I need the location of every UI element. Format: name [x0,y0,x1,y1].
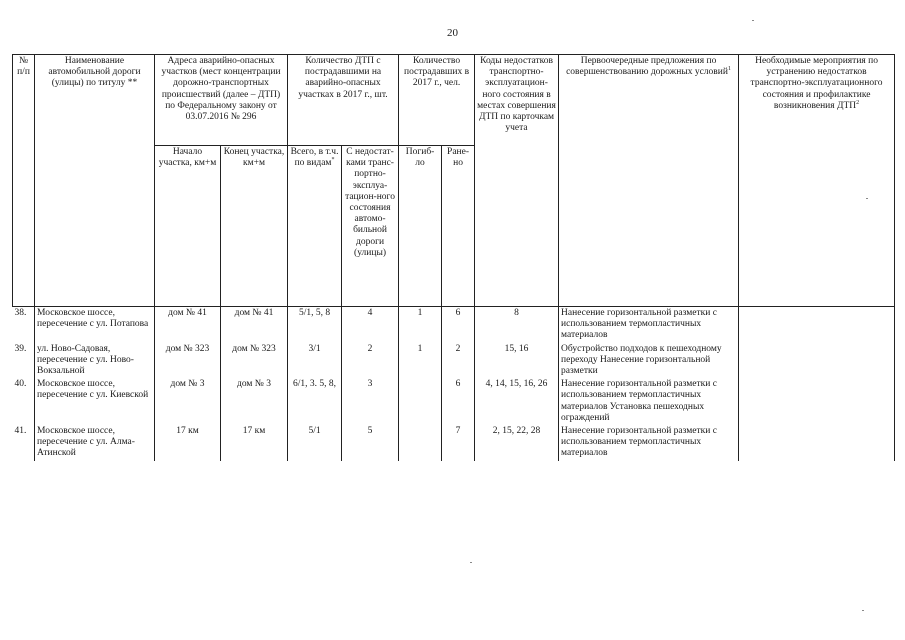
row-measures [739,378,895,425]
row-road: Московское шоссе, пересечение с ул. Потапова [35,307,155,343]
row-killed [399,378,442,425]
header-accidents: Количество ДТП с пострадавшими на аварийно-опасных участках в 2017 г., шт. [288,55,399,146]
row-num: 41. [14,426,27,437]
row-end: дом № 323 [221,343,288,379]
scan-speck [470,562,472,563]
header-addresses: Адреса аварийно-опасных участков (мест концентрации дорожно-транспортных происшествий (далее – ДТП) по Федеральному закону от 03.07.2016 № 296 [155,55,288,146]
header-killed: Погиб-ло [399,146,442,307]
header-road: Наименование автомобильной дороги (улицы) по титулу ** [35,55,155,307]
row-num: 39. [14,343,27,354]
header-victims: Количество пострадавших в 2017 г., чел. [399,55,475,146]
row-end: дом № 41 [221,307,288,343]
header-proposals: Первоочередные предложения по совершенствованию дорожных условий$^1$ [559,55,739,307]
row-end: дом № 3 [221,378,288,425]
row-proposals: Нанесение горизонтальной разметки с использованием термопластичных материалов [559,307,739,343]
header-with-defects: С недостат-ками транс-портно-эксплуа-тацион-ного состояния автомо-бильной дороги (улицы) [342,146,399,307]
row-proposals: Нанесение горизонтальной разметки с использованием термопластичных материалов [559,425,739,461]
page-number: 20 [447,27,458,39]
row-road: Московское шоссе, пересечение с ул. Киевской [35,378,155,425]
scan-speck [866,198,868,199]
header-measures: Необходимые мероприятия по устранению недостатков транспортно-эксплуатационного состояния и профилактике возникновения ДТП$^2$ [739,55,895,307]
row-killed: 1 [399,307,442,343]
row-proposals: Обустройство подходов к пешеходному переходу Нанесение горизонтальной разметки [559,343,739,379]
header-end: Конец участка, км+м [221,146,288,307]
row-num: 38. [14,308,27,318]
row-with-defects: 3 [342,378,399,425]
row-with-defects: 5 [342,425,399,461]
row-codes: 8 [475,307,559,343]
row-killed [399,425,442,461]
row-injured: 6 [442,307,475,343]
row-codes: 4, 14, 15, 16, 26 [475,378,559,425]
row-killed: 1 [399,343,442,379]
row-start: дом № 3 [155,378,221,425]
row-road: Московское шоссе, пересечение с ул. Алма-Атинской [35,425,155,461]
table-row [13,425,895,461]
row-with-defects: 2 [342,343,399,379]
table-row [13,307,895,343]
row-proposals: Нанесение горизонтальной разметки с использованием термопластичных материалов Установка пешеходных ограждений [559,378,739,425]
header-codes: Коды недостатков транспортно-эксплуатацион-ного состояния в местах совершения ДТП по карточкам учета [475,55,559,307]
row-with-defects: 4 [342,307,399,343]
row-injured: 6 [442,378,475,425]
row-measures [739,307,895,343]
header-injured: Ране-но [442,146,475,307]
row-codes: 2, 15, 22, 28 [475,425,559,461]
header-num: № п/п [13,55,35,307]
header-row-1 [13,55,895,146]
scan-speck [862,610,864,611]
row-total: 5/1, 5, 8 [288,307,342,343]
accident-sites-table [12,54,895,461]
row-total: 3/1 [288,343,342,379]
header-start: Начало участка, км+м [155,146,221,307]
row-end: 17 км [221,425,288,461]
header-total: Всего, в т.ч. по видам* [288,146,342,307]
row-num: 40. [14,379,27,390]
row-injured: 7 [442,425,475,461]
row-total: 6/1, 3. 5, 8, [288,378,342,425]
row-measures [739,425,895,461]
row-codes: 15, 16 [475,343,559,379]
table-row [13,378,895,425]
row-start: дом № 41 [155,307,221,343]
row-start: 17 км [155,425,221,461]
row-injured: 2 [442,343,475,379]
table-row [13,343,895,379]
row-start: дом № 323 [155,343,221,379]
row-road: ул. Ново-Садовая, пересечение с ул. Ново-Вокзальной [35,343,155,379]
row-total: 5/1 [288,425,342,461]
row-measures [739,343,895,379]
scan-speck [752,20,754,21]
